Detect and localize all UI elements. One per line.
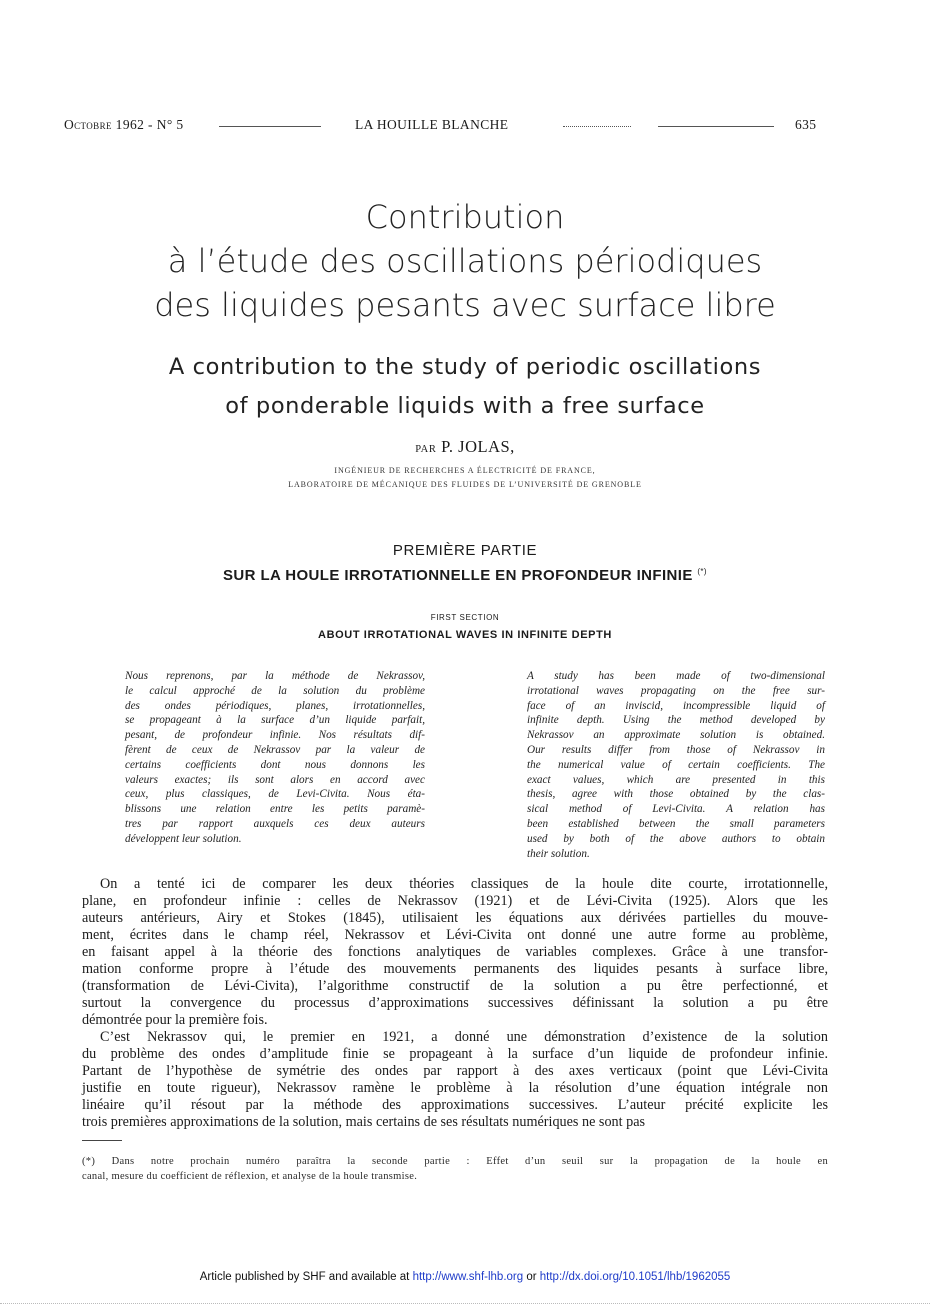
abstract-line: infinite depth. Using the method developed by bbox=[527, 714, 825, 727]
abstract-line: exact values, which are presented in this bbox=[527, 773, 825, 786]
footnote-line: (*) Dans notre prochain numéro paraîtra la seconde partie : Effet d’un seuil sur la propagation de la houle en bbox=[82, 1156, 828, 1167]
issue-label: Octobre 1962 - N° 5 bbox=[64, 117, 184, 132]
abstract-line: Nekrassov an approximate solution is obtained. bbox=[527, 729, 825, 742]
title-english bbox=[60, 348, 870, 426]
journal-name: LA HOUILLE BLANCHE bbox=[355, 117, 509, 132]
abstract-line: valeurs exactes; ils sont alors en accord avec bbox=[125, 773, 425, 786]
author-affiliation: LABORATOIRE DE MÉCANIQUE DES FLUIDES DE L’UNIVERSITÉ DE GRENOBLE bbox=[288, 480, 642, 489]
body-line: linéaire qu’il résout par la méthode des approximations successives. L’auteur précité explicite les bbox=[82, 1096, 828, 1113]
publication-notice bbox=[0, 1271, 930, 1283]
abstract-line: certains coefficients dont nous donnons les bbox=[125, 758, 425, 771]
abstract-line: thesis, agree with those obtained by the clas- bbox=[527, 788, 825, 801]
section-title bbox=[0, 567, 930, 584]
abstract-line: sical method of Levi-Civita. A relation has bbox=[527, 803, 825, 816]
abstract-line: been established between the small parameters bbox=[527, 817, 825, 830]
title-english-line: of ponderable liquids with a free surface bbox=[225, 393, 705, 419]
publisher-link[interactable]: http://www.shf-lhb.org bbox=[412, 1271, 524, 1283]
abstract-line: se propageant à la surface d’un liquide parfait, bbox=[125, 714, 425, 727]
body-line: trois premières approximations de la solution, mais certains de ses résultats numériques ne sont pas bbox=[82, 1113, 646, 1130]
section-label-english: FIRST SECTION bbox=[430, 613, 500, 622]
body-paragraph-1 bbox=[82, 876, 828, 1029]
body-line: plane, en profondeur infinie : celles de Nekrassov (1921) et de Lévi-Civita (1925). Alors que les bbox=[82, 892, 828, 909]
abstract-french bbox=[125, 669, 425, 847]
publication-text: Article published by SHF and available at bbox=[199, 1271, 413, 1283]
abstract-line: used by both of the above authors to obtain bbox=[527, 832, 825, 845]
body-line: démontrée pour la première fois. bbox=[82, 1011, 268, 1028]
doi-link[interactable]: http://dx.doi.org/10.1051/lhb/1962055 bbox=[539, 1271, 731, 1283]
body-line: mation conforme propre à l’étude des mouvements permanents des liquides pesants à surface libre, bbox=[82, 960, 828, 977]
body-line: justifie en toute rigueur), Nekrassov ramène le problème à la résolution d’une équation intégrale non bbox=[82, 1079, 828, 1096]
abstract-line: A study has been made of two-dimensional bbox=[527, 670, 825, 682]
abstract-line: ceux, plus classiques, de Levi-Civita. Nous éta- bbox=[125, 788, 425, 801]
abstract-line: irrotational waves propagating on the free sur- bbox=[527, 684, 825, 697]
body-line: auteurs antérieurs, Airy et Stokes (1845), utilisaient les équations aux dérivées partielles du mouve- bbox=[82, 909, 828, 926]
abstract-line: face of an inviscid, incompressible liquid of bbox=[527, 699, 825, 712]
abstract-english bbox=[527, 669, 825, 861]
body-paragraph-2 bbox=[82, 1029, 828, 1131]
part-heading: PREMIÈRE PARTIE bbox=[392, 542, 538, 559]
title-french-line: Contribution bbox=[365, 198, 565, 236]
header-rule bbox=[658, 126, 774, 127]
abstract-line: des ondes périodiques, planes, irrotationnelles, bbox=[125, 699, 425, 712]
abstract-line: Our results differ from those of Nekrassov in bbox=[527, 743, 825, 756]
body-line: surtout la convergence du processus d’approximations successives définissant la solution a pu être bbox=[82, 994, 828, 1011]
page-number: 635 bbox=[795, 117, 817, 132]
body-line: du problème des ondes d’amplitude finie se propageant à la surface d’un liquide de profondeur infinie. bbox=[82, 1045, 828, 1062]
abstract-line: their solution. bbox=[527, 847, 590, 860]
publication-or: or bbox=[523, 1271, 540, 1283]
body-line: en faisant appel à la théorie des fonctions analytiques de variables complexes. Grâce à une transfor- bbox=[82, 943, 828, 960]
author-line bbox=[0, 437, 930, 457]
abstract-line: tres par rapport auxquels ces deux auteurs bbox=[125, 817, 425, 830]
section-title-text: SUR LA HOULE IRROTATIONNELLE EN PROFONDEUR INFINIE bbox=[223, 567, 693, 584]
section-title-english: ABOUT IRROTATIONAL WAVES IN INFINITE DEPTH bbox=[318, 629, 612, 641]
author-name: P. JOLAS, bbox=[441, 437, 515, 456]
title-english-line: A contribution to the study of periodic oscillations bbox=[168, 354, 762, 380]
abstract-line: Nous reprenons, par la méthode de Nekrassov, bbox=[125, 670, 425, 682]
bottom-border bbox=[0, 1303, 930, 1304]
abstract-line: blissons une relation entre les petits paramè- bbox=[125, 803, 425, 816]
body-line: ment, écrites dans le champ réel, Nekrassov et Lévi-Civita ont donné une autre forme au problème, bbox=[82, 926, 828, 943]
title-french-line: à l’étude des oscillations périodiques bbox=[167, 242, 763, 280]
footnote-line: canal, mesure du coefficient de réflexion, et analyse de la houle transmise. bbox=[82, 1170, 418, 1182]
footnote-marker: (*) bbox=[697, 567, 707, 576]
body-line: On a tenté ici de comparer les deux théories classiques de la houle dite courte, irrotationnelle, bbox=[100, 876, 828, 892]
abstract-line: the numerical value of certain coefficients. The bbox=[527, 758, 825, 771]
abstract-line: le calcul approché de la solution du problème bbox=[125, 684, 425, 697]
footnote bbox=[82, 1155, 828, 1184]
title-french-line: des liquides pesants avec surface libre bbox=[154, 286, 776, 324]
header-rule bbox=[219, 126, 321, 127]
abstract-line: développent leur solution. bbox=[125, 832, 242, 845]
author-prefix: PAR bbox=[415, 444, 437, 455]
body-line: (transformation de Lévi-Civita), l’algorithme constructif de la solution a pu être perfectionné, et bbox=[82, 977, 828, 994]
body-line: Partant de l’hypothèse de symétrie des ondes par rapport à des axes verticaux (point que Lévi-Civita bbox=[82, 1062, 828, 1079]
author-affiliation: INGÉNIEUR DE RECHERCHES A ÉLECTRICITÉ DE FRANCE, bbox=[334, 466, 596, 475]
header-rule bbox=[563, 126, 631, 127]
abstract-line: pesant, de profondeur infinie. Nos résultats dif- bbox=[125, 729, 425, 742]
title-french bbox=[60, 195, 870, 327]
footnote-rule bbox=[82, 1140, 122, 1141]
abstract-line: fèrent de ceux de Nekrassov par la valeur de bbox=[125, 743, 425, 756]
body-line: C’est Nekrassov qui, le premier en 1921, a donné une démonstration d’existence de la solution bbox=[100, 1029, 828, 1045]
